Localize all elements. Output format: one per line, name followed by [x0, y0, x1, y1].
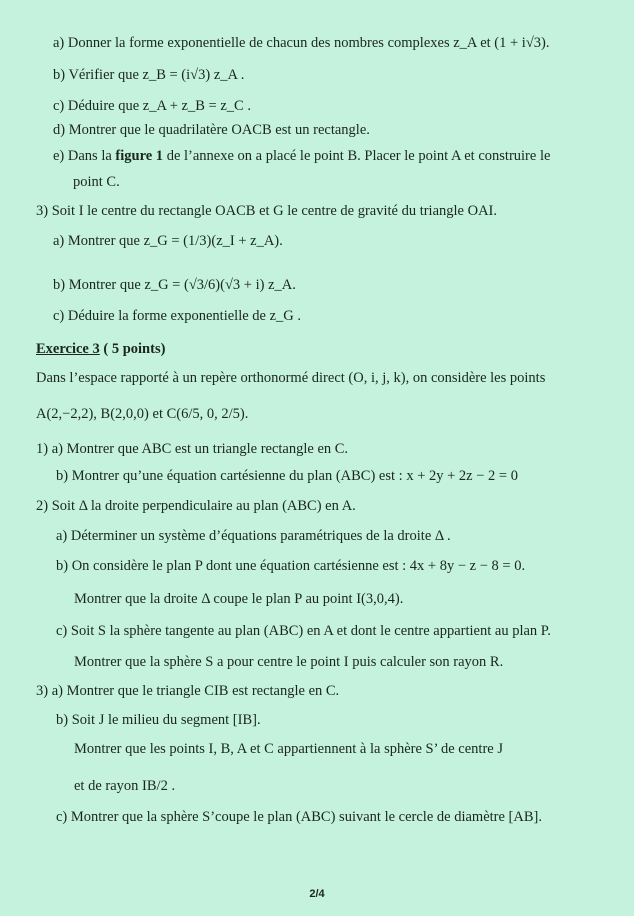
- ex3-q2: 2) Soit Δ la droite perpendiculaire au plan (ABC) en A.: [36, 498, 356, 514]
- page-number: 2/4: [309, 888, 325, 900]
- q2d: d) Montrer que le quadrilatère OACB est un rectangle.: [53, 122, 370, 138]
- q2b: b) Vérifier que z_B = (i√3) z_A .: [53, 67, 245, 83]
- ex3-q2a: a) Déterminer un système d’équations paramétriques de la droite Δ .: [56, 528, 451, 544]
- q2e: e) Dans la figure 1 de l’annexe on a placé le point B. Placer le point A et construire le: [53, 148, 551, 164]
- figure-ref: figure 1: [115, 148, 164, 164]
- ex3-q3b-cont: Montrer que les points I, B, A et C appartiennent à la sphère S’ de centre J: [74, 741, 503, 757]
- ex3-q2b-cont: Montrer que la droite Δ coupe le plan P au point I(3,0,4).: [74, 591, 404, 607]
- ex3-q3c: c) Montrer que la sphère S’coupe le plan (ABC) suivant le cercle de diamètre [AB].: [56, 809, 542, 825]
- ex3-q2b: b) On considère le plan P dont une équation cartésienne est : 4x + 8y − z − 8 = 0.: [56, 558, 526, 574]
- ex3-points: A(2,−2,2), B(2,0,0) et C(6/5, 0, 2/5).: [36, 406, 249, 422]
- ex3-intro: Dans l’espace rapporté à un repère orthonormé direct (O, i, j, k), on considère les points: [36, 370, 546, 386]
- q2a: a) Donner la forme exponentielle de chacun des nombres complexes z_A et (1 + i√3).: [53, 35, 550, 51]
- q3a: a) Montrer que z_G = (1/3)(z_I + z_A).: [53, 233, 283, 249]
- ex3-q3b-radius: et de rayon IB/2 .: [74, 778, 176, 794]
- q3c: c) Déduire la forme exponentielle de z_G .: [53, 308, 302, 324]
- ex3-q2c: c) Soit S la sphère tangente au plan (ABC) en A et dont le centre appartient au plan P.: [56, 623, 551, 639]
- ex3-q1b: b) Montrer qu’une équation cartésienne du plan (ABC) est : x + 2y + 2z − 2 = 0: [56, 468, 518, 484]
- q3: 3) Soit I le centre du rectangle OACB et G le centre de gravité du triangle OAI.: [36, 203, 498, 219]
- ex3-q2c-cont: Montrer que la sphère S a pour centre le point I puis calculer son rayon R.: [74, 654, 504, 670]
- q2c: c) Déduire que z_A + z_B = z_C .: [53, 98, 251, 114]
- q3b: b) Montrer que z_G = (√3/6)(√3 + i) z_A.: [53, 277, 296, 293]
- ex3-q3a: 3) a) Montrer que le triangle CIB est rectangle en C.: [36, 683, 340, 699]
- ex3-q3b: b) Soit J le milieu du segment [IB].: [56, 712, 261, 728]
- q2e-cont: point C.: [73, 174, 120, 190]
- ex3-q1a: 1) a) Montrer que ABC est un triangle rectangle en C.: [36, 441, 349, 457]
- exercise-3-heading: Exercice 3 ( 5 points): [36, 341, 166, 357]
